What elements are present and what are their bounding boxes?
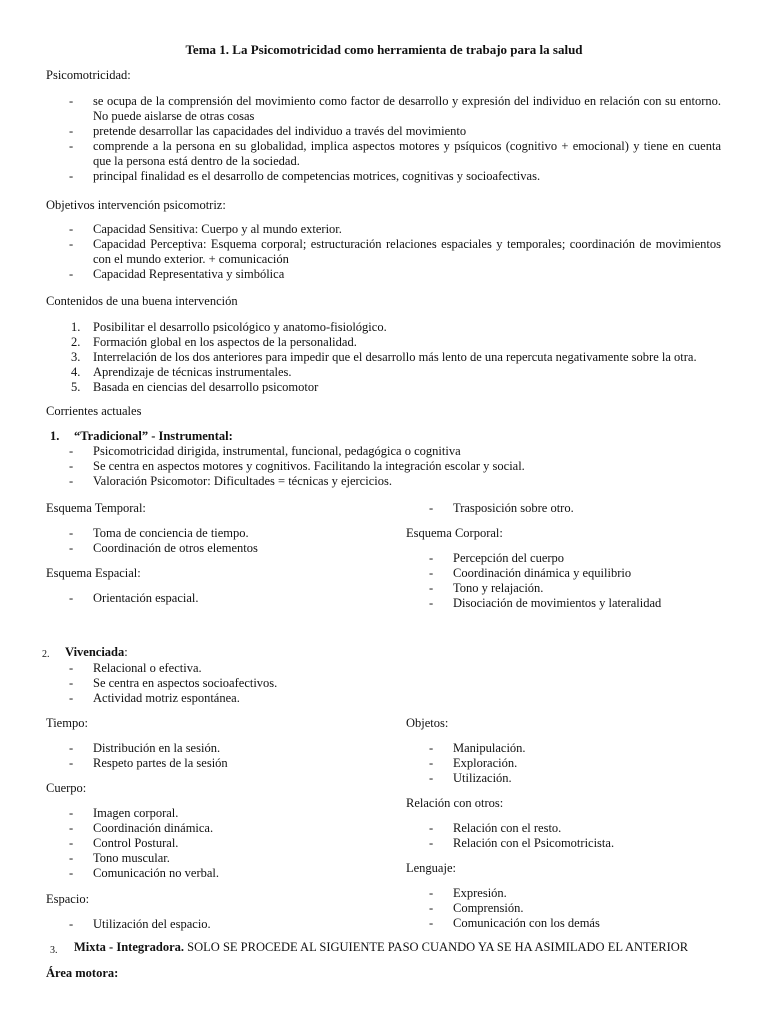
list-item: - comprende a la persona en su globalidad, implica aspectos motores y psíquicos (cognitivo + emocional) y tiene en cuenta que la persona está dentro de la sociedad. <box>46 139 721 169</box>
esquema-espacial-list <box>46 591 376 606</box>
list-item: - Coordinación de otros elementos <box>46 541 376 556</box>
list-item: - Utilización del espacio. <box>46 917 376 932</box>
lenguaje-heading: Lenguaje: <box>406 861 456 875</box>
objetivos-list <box>46 222 721 282</box>
trasposicion-list <box>406 501 746 516</box>
relacion-heading: Relación con otros: <box>406 796 504 810</box>
cuerpo-list <box>46 806 376 881</box>
tiempo-list <box>46 741 376 771</box>
list-item: 4. Aprendizaje de técnicas instrumentales. <box>71 365 292 379</box>
corrientes-heading: Corrientes actuales <box>46 404 142 418</box>
list-item: - Tono muscular. <box>46 851 376 866</box>
list-item: - Orientación espacial. <box>46 591 376 606</box>
list-item: - Actividad motriz espontánea. <box>46 691 726 706</box>
list-item: - Se centra en aspectos motores y cognitivos. Facilitando la integración escolar y social. <box>46 459 726 474</box>
list-item: - Coordinación dinámica. <box>46 821 376 836</box>
contenidos-heading: Contenidos de una buena intervención <box>46 294 238 308</box>
list-item: - Relación con el resto. <box>406 821 746 836</box>
list-item: 2. Formación global en los aspectos de la personalidad. <box>71 335 357 349</box>
tiempo-heading: Tiempo: <box>46 716 88 730</box>
list-item: - Coordinación dinámica y equilibrio <box>406 566 746 581</box>
list-item: - principal finalidad es el desarrollo de competencias motrices, cognitivas y socioafectivas. <box>46 169 721 184</box>
list-item: - Valoración Psicomotor: Dificultades = técnicas y ejercicios. <box>46 474 726 489</box>
list-item: - Toma de conciencia de tiempo. <box>46 526 376 541</box>
esquema-corporal-list <box>406 551 746 611</box>
espacio-list <box>46 917 376 932</box>
list-item: - Disociación de movimientos y lateralidad <box>406 596 746 611</box>
list-item: 3. Interrelación de los dos anteriores para impedir que el desarrollo más lento de una repercuta negativamente sobre la otra. <box>71 350 697 364</box>
objetivos-heading: Objetivos intervención psicomotriz: <box>46 198 226 212</box>
list-item: - Tono y relajación. <box>406 581 746 596</box>
list-item: - Manipulación. <box>406 741 746 756</box>
list-item: - Control Postural. <box>46 836 376 851</box>
list-item: - Comprensión. <box>406 901 746 916</box>
relacion-list <box>406 821 746 851</box>
vivenciada-list <box>46 661 726 706</box>
objetos-list <box>406 741 746 786</box>
list-item: - Imagen corporal. <box>46 806 376 821</box>
list-item: - Percepción del cuerpo <box>406 551 746 566</box>
psicomotricidad-heading: Psicomotricidad: <box>46 68 131 82</box>
list-item: - Comunicación no verbal. <box>46 866 376 881</box>
list-item: - Psicomotricidad dirigida, instrumental, funcional, pedagógica o cognitiva <box>46 444 726 459</box>
list-item: - Relación con el Psicomotricista. <box>406 836 746 851</box>
list-item: 1. Posibilitar el desarrollo psicológico y anatomo-fisiológico. <box>71 320 387 334</box>
list-item: - Exploración. <box>406 756 746 771</box>
list-item: 5. Basada en ciencias del desarrollo psicomotor <box>71 380 319 394</box>
mixta-number: 3. <box>50 945 58 956</box>
list-item: - Capacidad Sensitiva: Cuerpo y al mundo exterior. <box>46 222 721 237</box>
esquema-espacial-heading: Esquema Espacial: <box>46 566 141 580</box>
psicomotricidad-list <box>46 94 721 184</box>
list-item: - Relacional o efectiva. <box>46 661 726 676</box>
esquema-corporal-heading: Esquema Corporal: <box>406 526 503 540</box>
list-item: - pretende desarrollar las capacidades del individuo a través del movimiento <box>46 124 721 139</box>
cuerpo-heading: Cuerpo: <box>46 781 87 795</box>
mixta-line: Mixta - Integradora. SOLO SE PROCEDE AL SIGUIENTE PASO CUANDO YA SE HA ASIMILADO EL ANTERIOR <box>74 940 689 954</box>
page-title: Tema 1. La Psicomotricidad como herramienta de trabajo para la salud <box>185 42 583 57</box>
tradicional-list <box>46 444 726 489</box>
list-item: - Expresión. <box>406 886 746 901</box>
objetos-heading: Objetos: <box>406 716 449 730</box>
list-item: - Utilización. <box>406 771 746 786</box>
esquema-temporal-list <box>46 526 376 556</box>
list-item: - Comunicación con los demás <box>406 916 746 931</box>
tradicional-title: “Tradicional” - Instrumental: <box>74 429 233 443</box>
esquema-temporal-heading: Esquema Temporal: <box>46 501 146 515</box>
lenguaje-list <box>406 886 746 931</box>
list-item: - Respeto partes de la sesión <box>46 756 376 771</box>
tradicional-number: 1. <box>50 429 60 443</box>
list-item: - Distribución en la sesión. <box>46 741 376 756</box>
vivenciada-number: 2. <box>42 649 50 660</box>
area-motora-heading: Área motora: <box>46 966 119 980</box>
vivenciada-title: Vivenciada: <box>65 645 128 659</box>
list-item: - se ocupa de la comprensión del movimiento como factor de desarrollo y expresión del individuo en relación con su entorno. No puede aislarse de otras cosas <box>46 94 721 124</box>
list-item: - Se centra en aspectos socioafectivos. <box>46 676 726 691</box>
list-item: - Capacidad Perceptiva: Esquema corporal; estructuración relaciones espaciales y temporales; coordinación de movimientos con el mundo exterior. + comunicación <box>46 237 721 267</box>
list-item: - Capacidad Representativa y simbólica <box>46 267 721 282</box>
list-item: - Trasposición sobre otro. <box>406 501 746 516</box>
contenidos-list <box>46 320 726 395</box>
espacio-heading: Espacio: <box>46 892 90 906</box>
